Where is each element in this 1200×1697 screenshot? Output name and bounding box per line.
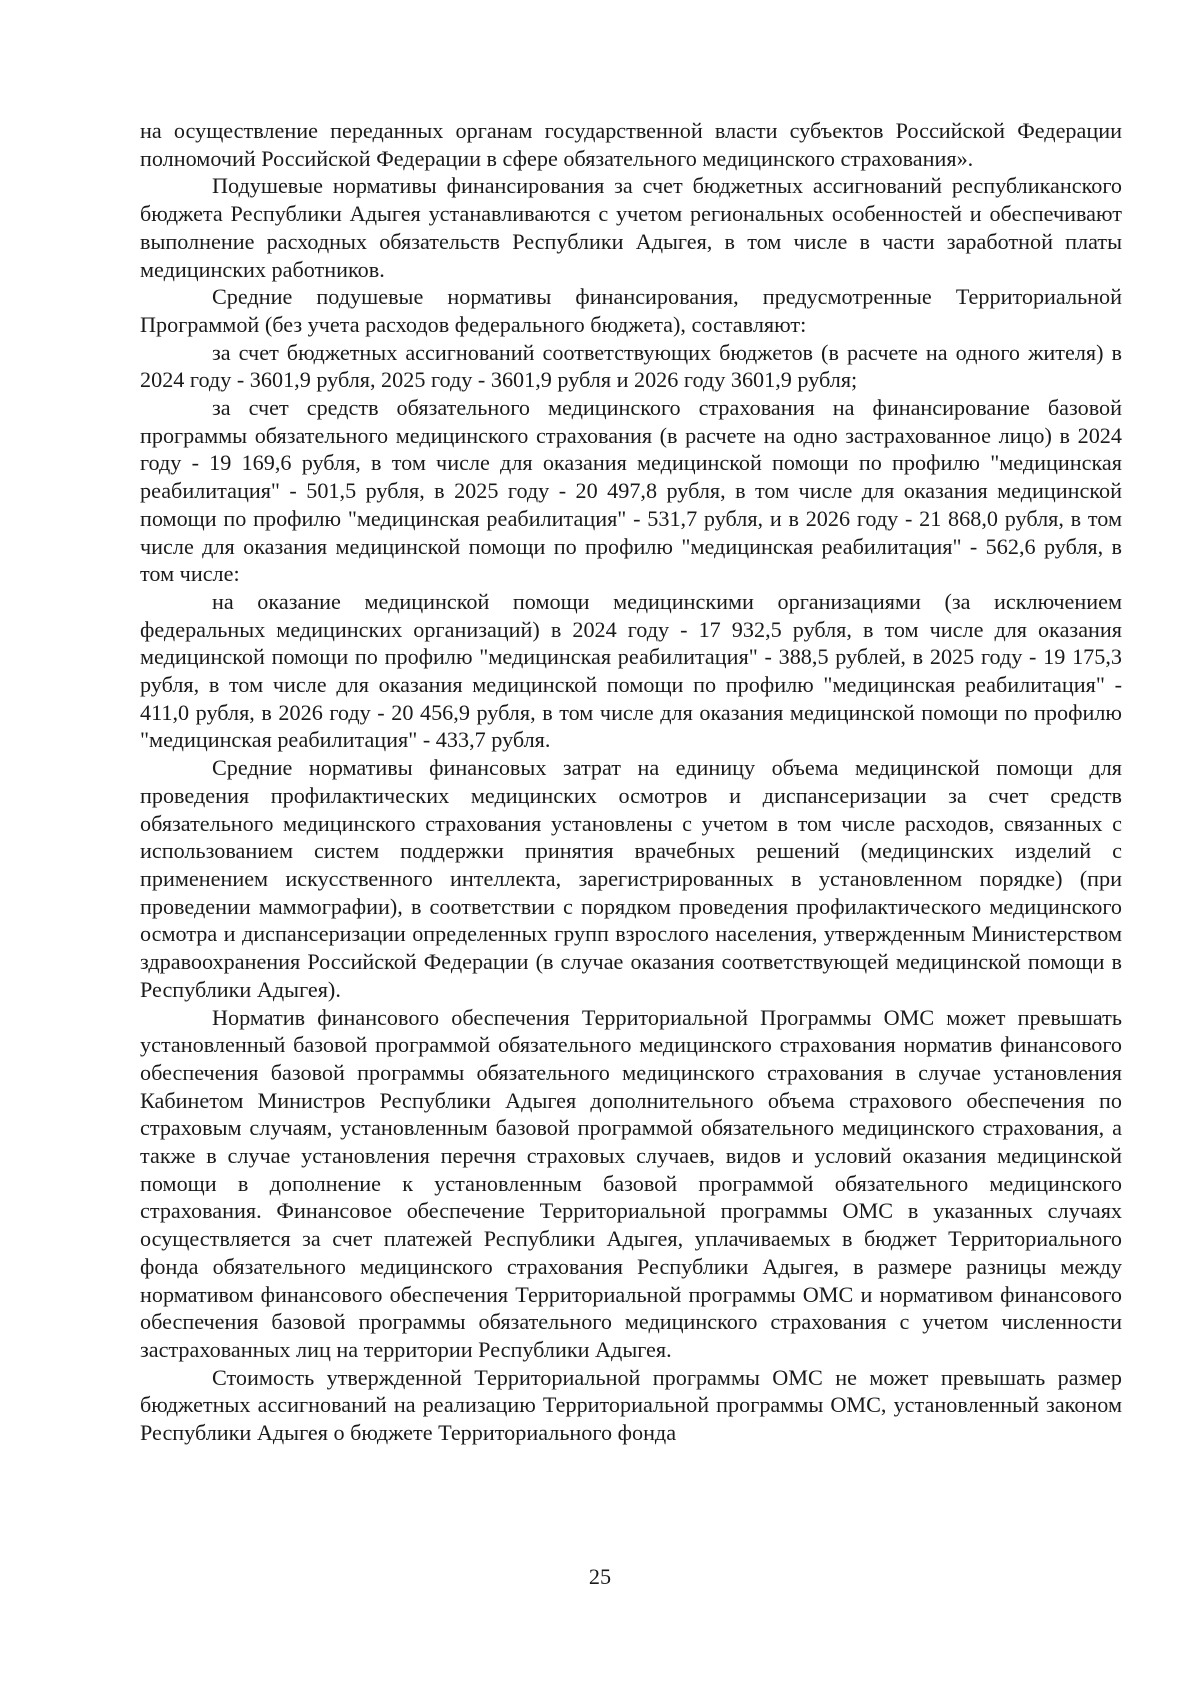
paragraph-3: Средние подушевые нормативы финансирования, предусмотренные Территориальной Программой (без учета расходов федерального бюджета), составляют:	[140, 284, 1122, 337]
paragraph-5: за счет средств обязательного медицинского страхования на финансирование базовой программы обязательного медицинского страхования (в расчете на одно застрахованное лицо) в 2024 году - 19 169,6 рубля, в том числе для оказания медицинской помощи по профилю "медицинская реабилитация" - 501,5 рубля, в 2025 году - 20 497,8 рубля, в том числе для оказания медицинской помощи по профилю "медицинская реабилитация" - 531,7 рубля, и в 2026 году - 21 868,0 рубля, в том числе для оказания медицинской помощи по профилю "медицинская реабилитация" - 562,6 рубля, в том числе:	[140, 395, 1122, 587]
paragraph-9: Стоимость утвержденной Территориальной программы ОМС не может превышать размер бюджетных ассигнований на реализацию Территориальной программы ОМС, установленный законом Республики Адыгея о бюджете Территориального фонда	[140, 1364, 1122, 1446]
paragraph-2: Подушевые нормативы финансирования за счет бюджетных ассигнований республиканского бюджета Республики Адыгея устанавливаются с учетом региональных особенностей и обеспечивают выполнение расходных обязательств Республики Адыгея, в том числе в части заработной платы медицинских работников.	[140, 173, 1122, 282]
paragraph-8: Норматив финансового обеспечения Территориальной Программы ОМС может превышать установленный базовой программой обязательного медицинского страхования норматив финансового обеспечения базовой программы обязательного медицинского страхования в случае установления Кабинетом Министров Республики Адыгея дополнительного объема страхового обеспечения по страховым случаям, установленным базовой программой обязательного медицинского страхования, а также в случае установления перечня страховых случаев, видов и условий оказания медицинской помощи в дополнение к установленным базовой программой обязательного медицинского страхования. Финансовое обеспечение Территориальной программы ОМС в указанных случаях осуществляется за счет платежей Республики Адыгея, уплачиваемых в бюджет Территориального фонда обязательного медицинского страхования Республики Адыгея, в размере разницы между нормативом финансового обеспечения Территориальной программы ОМС и нормативом финансового обеспечения базовой программы обязательного медицинского страхования с учетом численности застрахованных лиц на территории Республики Адыгея.	[140, 1004, 1122, 1362]
document-body	[140, 117, 1122, 1447]
paragraph-6: на оказание медицинской помощи медицинскими организациями (за исключением федеральных медицинских организаций) в 2024 году - 17 932,5 рубля, в том числе для оказания медицинской помощи по профилю "медицинская реабилитация" - 388,5 рублей, в 2025 году - 19 175,3 рубля, в том числе для оказания медицинской помощи по профилю "медицинская реабилитация" - 411,0 рубля, в 2026 году - 20 456,9 рубля, в том числе для оказания медицинской помощи по профилю "медицинская реабилитация" - 433,7 рубля.	[140, 588, 1122, 753]
page-number: 25	[588, 1564, 612, 1589]
paragraph-7: Средние нормативы финансовых затрат на единицу объема медицинской помощи для проведения профилактических медицинских осмотров и диспансеризации за счет средств обязательного медицинского страхования установлены с учетом в том числе расходов, связанных с использованием систем поддержки принятия врачебных решений (медицинских изделий с применением искусственного интеллекта, зарегистрированных в установленном порядке) (при проведении маммографии), в соответствии с порядком проведения профилактического медицинского осмотра и диспансеризации определенных групп взрослого населения, утвержденным Министерством здравоохранения Российской Федерации (в случае оказания соответствующей медицинской помощи в Республики Адыгея).	[140, 755, 1122, 1002]
paragraph-4: за счет бюджетных ассигнований соответствующих бюджетов (в расчете на одного жителя) в 2024 году - 3601,9 рубля, 2025 году - 3601,9 рубля и 2026 году 3601,9 рубля;	[140, 339, 1122, 393]
paragraph-1: на осуществление переданных органам государственной власти субъектов Российской Федерации полномочий Российской Федерации в сфере обязательного медицинского страхования».	[140, 118, 1122, 171]
